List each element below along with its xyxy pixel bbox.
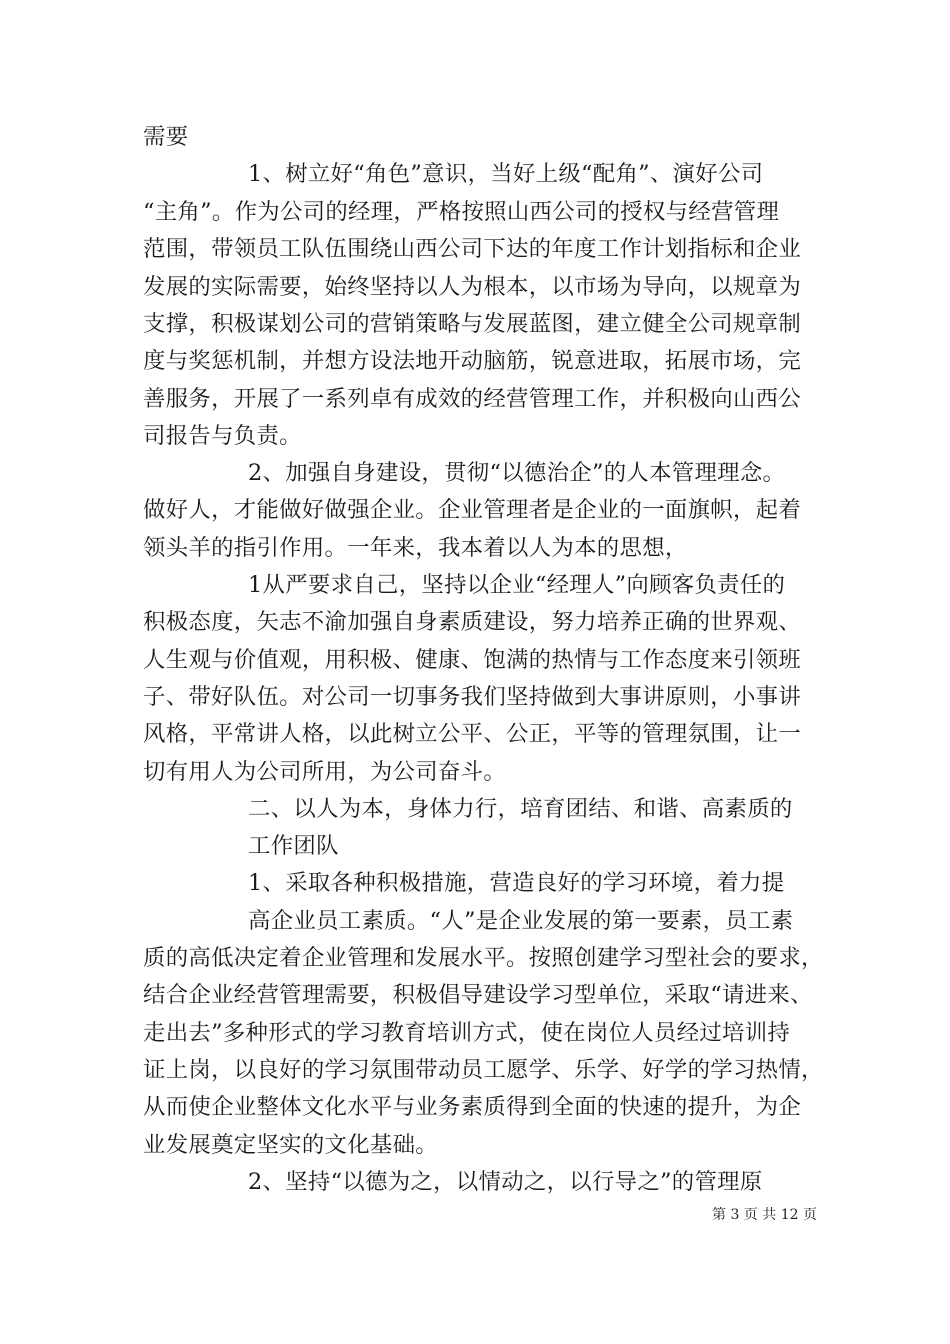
text-line: 善服务，开展了一系列卓有成效的经营管理工作，并积极向山西公 [143, 386, 802, 412]
text-line: 积极态度，矢志不渝加强自身素质建设，努力培养正确的世界观、 [143, 609, 802, 635]
text-line: 需要 [143, 124, 189, 150]
text-line: 2、加强自身建设，贯彻“以德治企”的人本管理理念。 [248, 460, 786, 486]
text-line: 1、采取各种积极措施，营造良好的学习环境，着力提 [248, 870, 785, 896]
text-line: 风格，平常讲人格，以此树立公平、公正，平等的管理氛围，让一 [143, 721, 802, 747]
text-line: 从而使企业整体文化水平与业务素质得到全面的快速的提升，为企 [143, 1094, 802, 1120]
text-line: 质的高低决定着企业管理和发展水平。按照创建学习型社会的要求， [143, 945, 824, 971]
text-line: 业发展奠定坚实的文化基础。 [143, 1132, 438, 1158]
text-line: 切有用人为公司所用，为公司奋斗。 [143, 759, 507, 785]
text-line: 1、树立好“角色”意识，当好上级“配角”、演好公司 [248, 161, 764, 187]
text-line: 做好人，才能做好做强企业。企业管理者是企业的一面旗帜，起着 [143, 497, 802, 523]
text-line: 高企业员工素质。“人”是企业发展的第一要素，员工素 [248, 908, 794, 934]
section-heading: 二、以人为本，身体力行，培育团结、和谐、高素质的 [248, 796, 793, 822]
text-line: 范围，带领员工队伍围绕山西公司下达的年度工作计划指标和企业 [143, 236, 802, 262]
text-line: 发展的实际需要，始终坚持以人为根本，以市场为导向，以规章为 [143, 274, 802, 300]
section-heading: 工作团队 [248, 833, 339, 859]
text-line: 1从严要求自己，坚持以企业“经理人”向顾客负责任的 [248, 572, 786, 598]
text-line: “主角”。作为公司的经理，严格按照山西公司的授权与经营管理 [143, 199, 780, 225]
text-line: 领头羊的指引作用。一年来，我本着以人为本的思想， [143, 535, 688, 561]
text-line: 支撑，积极谋划公司的营销策略与发展蓝图，建立健全公司规章制 [143, 311, 802, 337]
page-number-footer: 第 3 页 共 12 页 [712, 1207, 817, 1223]
text-line: 结合企业经营管理需要，积极倡导建设学习型单位，采取“请进来、 [143, 982, 813, 1008]
text-line: 2、坚持“以德为之，以情动之，以行导之”的管理原 [248, 1169, 763, 1195]
text-line: 司报告与负责。 [143, 423, 302, 449]
text-line: 人生观与价值观，用积极、健康、饱满的热情与工作态度来引领班 [143, 647, 802, 673]
text-line: 走出去”多种形式的学习教育培训方式，使在岗位人员经过培训持 [143, 1020, 791, 1046]
text-line: 子、带好队伍。对公司一切事务我们坚持做到大事讲原则，小事讲 [143, 684, 802, 710]
text-line: 度与奖惩机制，并想方设法地开动脑筋，锐意进取，拓展市场，完 [143, 348, 802, 374]
text-line: 证上岗，以良好的学习氛围带动员工愿学、乐学、好学的学习热情， [143, 1057, 824, 1083]
